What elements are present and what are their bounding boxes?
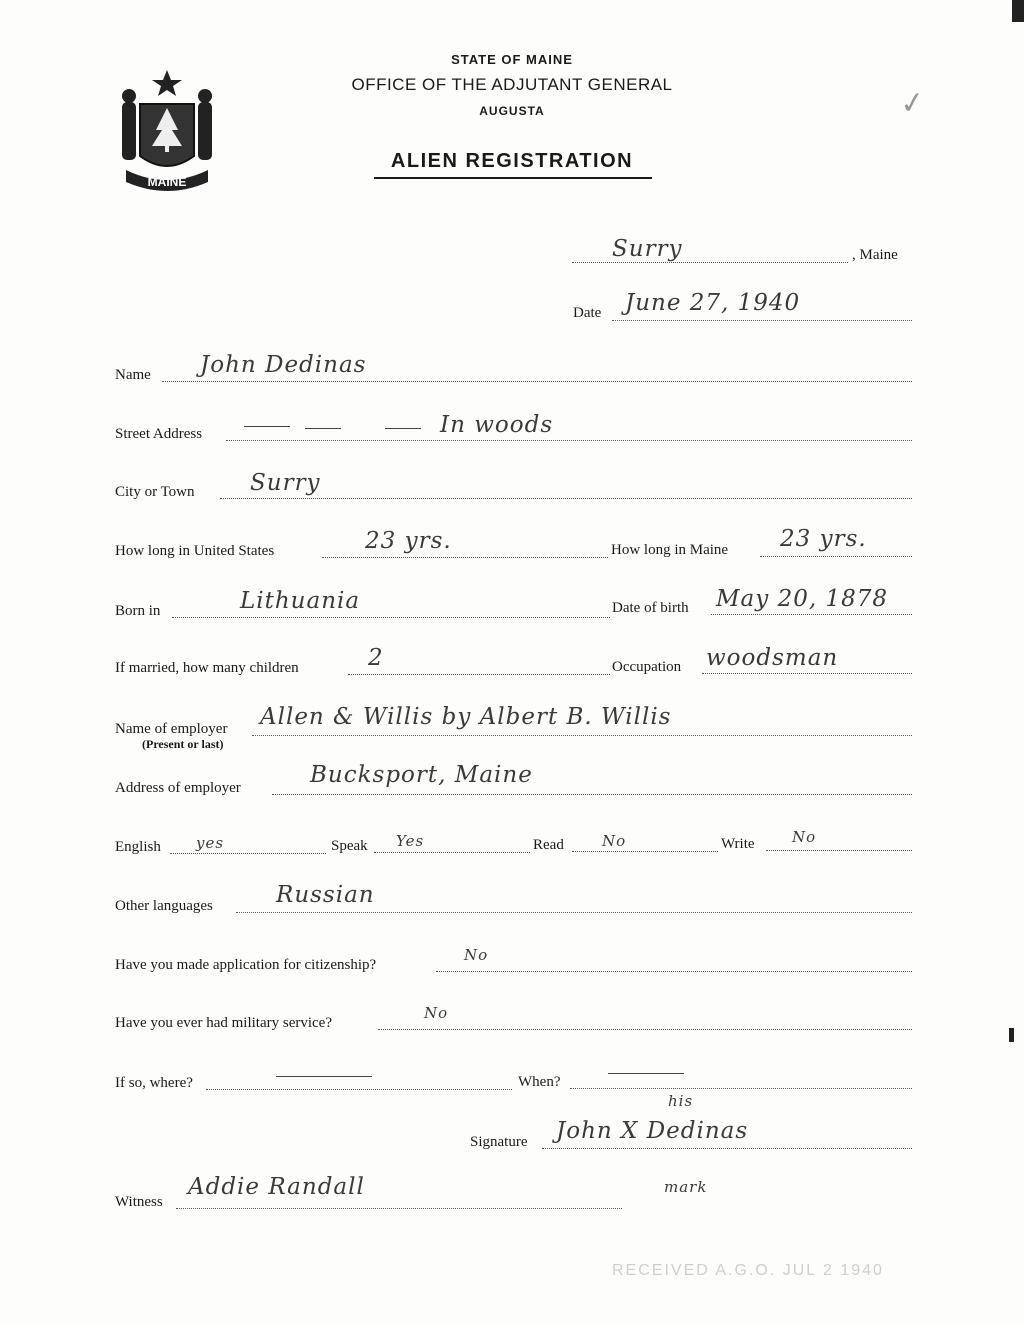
street-line — [226, 440, 912, 441]
read-value: No — [602, 832, 627, 850]
witness-value: Addie Randall — [188, 1174, 365, 1200]
street-label: Street Address — [115, 426, 203, 442]
date-value: June 27, 1940 — [625, 290, 801, 316]
occupation-label: Occupation — [612, 659, 682, 675]
children-line — [348, 674, 610, 675]
header-city: AUGUSTA — [479, 104, 545, 118]
date-line — [612, 320, 912, 321]
city-value: Surry — [250, 470, 321, 496]
us-line — [322, 557, 608, 558]
signature-line — [542, 1148, 912, 1149]
when-dash — [608, 1073, 684, 1074]
speak-label: Speak — [331, 838, 368, 854]
employer-addr-line — [272, 794, 912, 795]
born-value: Lithuania — [240, 588, 361, 614]
signature-value: John X Dedinas — [556, 1118, 749, 1144]
town-suffix: , Maine — [852, 247, 898, 263]
employer-addr-label: Address of employer — [115, 780, 241, 796]
employer-label: Name of employer — [115, 721, 228, 737]
citizenship-label: Have you made application for citizenship? — [115, 957, 377, 973]
write-line — [766, 850, 912, 851]
svg-text:MAINE: MAINE — [147, 175, 187, 189]
maine-line — [760, 556, 912, 557]
other-lang-label: Other languages — [115, 898, 213, 914]
where-line — [206, 1089, 512, 1090]
signature-label: Signature — [470, 1134, 528, 1150]
received-stamp: RECEIVED A.G.O. JUL 2 1940 — [612, 1262, 884, 1279]
street-value: In woods — [440, 412, 554, 438]
name-value: John Dedinas — [200, 352, 367, 378]
read-label: Read — [533, 837, 564, 853]
speak-line — [374, 852, 530, 853]
town-line — [572, 262, 848, 263]
witness-line — [176, 1208, 622, 1209]
read-line — [572, 851, 718, 852]
signature-mark: mark — [664, 1178, 708, 1196]
city-line — [220, 498, 912, 499]
speak-value: Yes — [396, 832, 425, 850]
town-value: Surry — [612, 236, 683, 262]
name-line — [162, 381, 912, 382]
write-value: No — [792, 828, 817, 846]
english-line — [170, 853, 326, 854]
city-label: City or Town — [115, 484, 195, 500]
when-line — [570, 1088, 912, 1089]
employer-value: Allen & Willis by Albert B. Willis — [260, 704, 672, 730]
military-value: No — [424, 1004, 449, 1022]
occupation-value: woodsman — [706, 645, 839, 671]
occupation-line — [702, 673, 912, 674]
header-office: OFFICE OF THE ADJUTANT GENERAL — [351, 75, 673, 94]
witness-label: Witness — [115, 1194, 163, 1210]
dob-label: Date of birth — [612, 600, 689, 616]
english-value: yes — [196, 834, 225, 852]
born-line — [172, 617, 610, 618]
citizenship-line — [436, 971, 912, 972]
english-label: English — [115, 839, 161, 855]
maine-label: How long in Maine — [611, 542, 729, 558]
corner-mark — [1012, 0, 1024, 22]
employer-line — [252, 735, 912, 736]
employer-addr-value: Bucksport, Maine — [310, 762, 533, 788]
where-label: If so, where? — [115, 1075, 193, 1091]
street-dash-1 — [244, 426, 290, 427]
us-value: 23 yrs. — [365, 528, 452, 554]
born-label: Born in — [115, 603, 161, 619]
when-label: When? — [518, 1074, 561, 1090]
edge-mark — [1009, 1028, 1014, 1042]
title-underline — [374, 177, 652, 179]
name-label: Name — [115, 367, 151, 383]
signature-his: his — [668, 1092, 694, 1110]
dob-line — [711, 614, 912, 615]
children-label: If married, how many children — [115, 660, 299, 676]
where-dash — [276, 1076, 372, 1077]
children-value: 2 — [368, 645, 384, 671]
dob-value: May 20, 1878 — [716, 586, 888, 612]
other-lang-line — [236, 912, 912, 913]
maine-value: 23 yrs. — [780, 526, 867, 552]
date-label: Date — [573, 305, 602, 321]
employer-sub-label: (Present or last) — [142, 737, 224, 751]
header-state: STATE OF MAINE — [451, 52, 573, 67]
military-label: Have you ever had military service? — [115, 1015, 332, 1031]
check-mark-icon: ✓ — [897, 84, 928, 123]
street-dash-3 — [385, 428, 421, 429]
street-dash-2 — [305, 428, 341, 429]
us-label: How long in United States — [115, 543, 275, 559]
other-lang-value: Russian — [276, 882, 375, 908]
write-label: Write — [721, 836, 755, 852]
citizenship-value: No — [464, 946, 489, 964]
form-title: ALIEN REGISTRATION — [390, 150, 634, 172]
military-line — [378, 1029, 912, 1030]
